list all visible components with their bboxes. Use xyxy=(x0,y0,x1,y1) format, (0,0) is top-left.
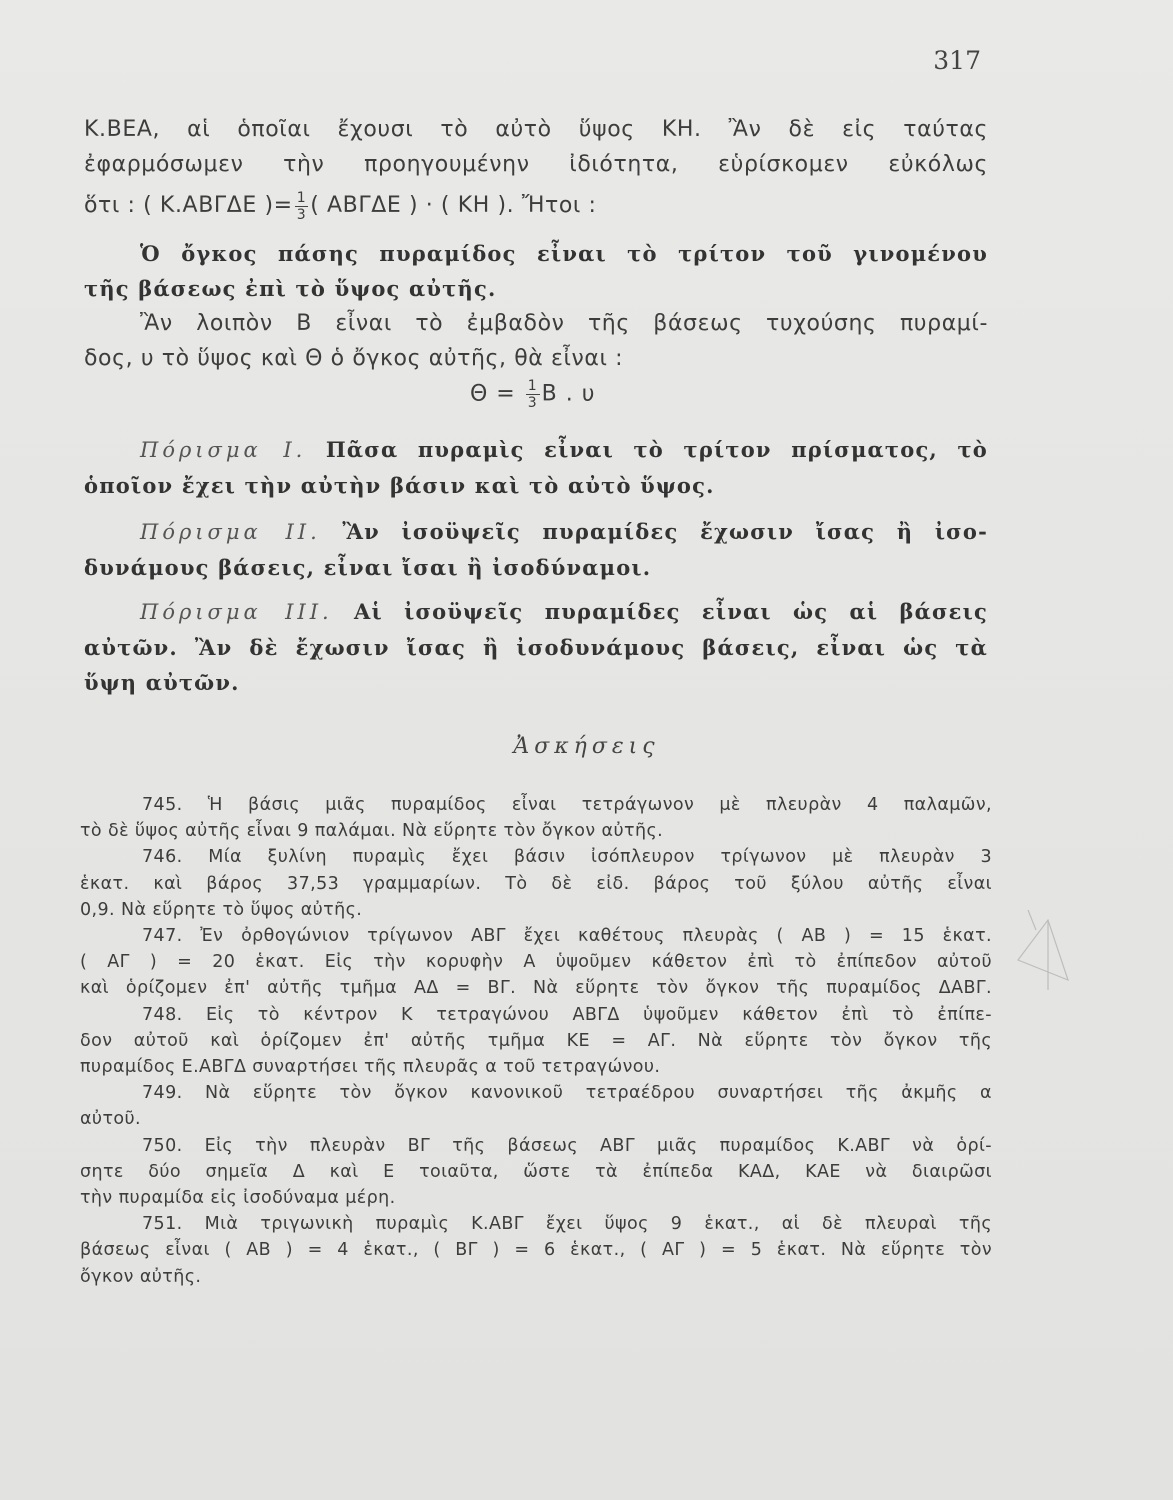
porisma-line xyxy=(84,594,988,630)
exercise-line: 747. Ἐν ὀρθογώνιον τρίγωνον ΑΒΓ ἔχει καθέτους πλευρὰς ( ΑΒ ) = 15 ἑκατ. xyxy=(142,926,992,947)
exercise-line: 0,9. Νὰ εὕρητε τὸ ὕψος αὐτῆς. xyxy=(80,899,363,920)
theorem-statement xyxy=(84,236,988,306)
exercise-line: 749. Νὰ εὕρητε τὸν ὄγκον κανονικοῦ τετραέδρου συναρτήσει τῆς ἀκμῆς α xyxy=(142,1083,992,1104)
formula-lhs: Θ = xyxy=(470,381,516,407)
equation-prefix: ὅτι : ( Κ.ΑΒΓΔΕ )= xyxy=(84,193,293,218)
text-line: δος, υ τὸ ὕψος καὶ Θ ὁ ὄγκος αὐτῆς, θὰ εἶναι : xyxy=(84,346,624,371)
text-line: ἐφαρμόσωμεν τὴν προηγουμένην ἰδιότητα, εὑρίσκομεν εὐκόλως xyxy=(84,152,988,177)
exercise-line: δον αὐτοῦ καὶ ὁρίζομεν ἐπ' αὐτῆς τμῆμα ΚΕ = ΑΓ. Νὰ εὕρητε τὸν ὄγκον τῆς xyxy=(80,1030,992,1051)
exercise-line: ἑκατ. καὶ βάρος 37,53 γραμμαρίων. Τὸ δὲ εἰδ. βάρος τοῦ ξύλου αὐτῆς εἶναι xyxy=(80,873,992,894)
fraction-one-third xyxy=(295,190,309,223)
porisma-text: Πᾶσα πυραμὶς εἶναι τὸ τρίτον πρίσματος, τὸ xyxy=(325,437,988,462)
porisma-1 xyxy=(84,432,988,503)
theorem-line: τῆς βάσεως ἐπὶ τὸ ὕψος αὐτῆς. xyxy=(84,276,497,301)
text-line: Κ.ΒΕΑ, αἱ ὁποῖαι ἔχουσι τὸ αὐτὸ ὕψος ΚΗ. Ἂν δὲ εἰς ταύτας xyxy=(84,117,988,142)
porisma-line xyxy=(84,432,988,468)
exercise-line: καὶ ὁρίζομεν ἐπ' αὐτῆς τμῆμα ΑΔ = ΒΓ. Νὰ εὕρητε τὸν ὄγκον τῆς πυραμίδος ΔΑΒΓ. xyxy=(80,978,992,999)
fraction-one-third xyxy=(526,378,540,411)
fraction-numerator: 1 xyxy=(527,378,538,394)
intro-paragraph xyxy=(84,112,988,223)
fraction-denominator: 3 xyxy=(527,395,538,411)
exercise-line: ὄγκον αὐτῆς. xyxy=(80,1266,202,1287)
exercise-line: τὸ δὲ ὕψος αὐτῆς εἶναι 9 παλάμαι. Νὰ εὕρητε τὸν ὄγκον αὐτῆς. xyxy=(80,821,664,842)
exercises-list xyxy=(80,792,992,1290)
theorem-line: Ὁ ὄγκος πάσης πυραμίδος εἶναι τὸ τρίτον τοῦ γινομένου xyxy=(140,241,988,266)
text-line: Ἂν λοιπὸν Β εἶναι τὸ ἐμβαδὸν τῆς βάσεως τυχούσης πυραμί- xyxy=(140,311,988,336)
exercise-line: 746. Μία ξυλίνη πυραμὶς ἔχει βάσιν ἰσόπλευρον τρίγωνον μὲ πλευρὰν 3 xyxy=(142,847,992,868)
exercise-line: ( ΑΓ ) = 20 ἑκατ. Εἰς τὴν κορυφὴν Α ὑψοῦμεν κάθετον ἐπὶ τὸ ἐπίπεδον αὐτοῦ xyxy=(80,952,992,973)
exercise-line: σητε δύο σημεῖα Δ καὶ Ε τοιαῦτα, ὥστε τὰ ἐπίπεδα ΚΑΔ, ΚΑΕ νὰ διαιρῶσι xyxy=(80,1161,992,1182)
porisma-3 xyxy=(84,594,988,700)
porisma-line: ὕψη αὐτῶν. xyxy=(84,670,240,695)
porisma-label: Πόρισμα Ι. xyxy=(140,438,307,462)
equation-suffix: ( ΑΒΓΔΕ ) · ( ΚΗ ). Ἤτοι : xyxy=(310,193,597,218)
page-number: 317 xyxy=(933,46,981,75)
porisma-line: αὐτῶν. Ἂν δὲ ἔχωσιν ἴσας ἢ ἰσοδυνάμους βάσεις, εἶναι ὡς τὰ xyxy=(84,635,988,660)
exercise-749 xyxy=(80,1080,992,1132)
volume-equation-line xyxy=(84,188,988,223)
exercise-line: 748. Εἰς τὸ κέντρον Κ τετραγώνου ΑΒΓΔ ὑψοῦμεν κάθετον ἐπὶ τὸ ἐπίπε- xyxy=(142,1004,992,1025)
exercise-line: πυραμίδος Ε.ΑΒΓΔ συναρτήσει τῆς πλευρᾶς α τοῦ τετραγώνου. xyxy=(80,1057,661,1078)
exercise-746 xyxy=(80,844,992,923)
volume-formula xyxy=(470,378,595,411)
exercise-line: αὐτοῦ. xyxy=(80,1109,141,1130)
fraction-numerator: 1 xyxy=(296,189,307,206)
porisma-label: Πόρισμα ΙΙΙ. xyxy=(140,600,333,624)
fraction-denominator: 3 xyxy=(296,206,307,223)
porisma-line xyxy=(84,514,988,550)
exercise-line: τὴν πυραμίδα εἰς ἰσοδύναμα μέρη. xyxy=(80,1188,396,1209)
exercises-heading: Ἀσκήσεις xyxy=(513,734,660,759)
porisma-label: Πόρισμα ΙΙ. xyxy=(140,520,321,544)
notation-paragraph xyxy=(84,306,988,376)
exercise-line: 751. Μιὰ τριγωνικὴ πυραμὶς Κ.ΑΒΓ ἔχει ὕψος 9 ἑκατ., αἱ δὲ πλευραὶ τῆς xyxy=(142,1214,992,1235)
exercise-750 xyxy=(80,1133,992,1212)
exercise-745 xyxy=(80,792,992,844)
porisma-line: ὁποῖον ἔχει τὴν αὐτὴν βάσιν καὶ τὸ αὐτὸ ὕψος. xyxy=(84,473,715,498)
margin-sketch xyxy=(1008,900,1088,1020)
formula-rhs: Β . υ xyxy=(541,381,596,407)
exercise-line: 750. Εἰς τὴν πλευρὰν ΒΓ τῆς βάσεως ΑΒΓ μιᾶς πυραμίδος Κ.ΑΒΓ νὰ ὁρί- xyxy=(142,1135,992,1156)
exercise-748 xyxy=(80,1002,992,1081)
porisma-2 xyxy=(84,514,988,585)
exercise-751 xyxy=(80,1211,992,1290)
exercise-line: 745. Ἡ βάσις μιᾶς πυραμίδος εἶναι τετράγωνον μὲ πλευρὰν 4 παλαμῶν, xyxy=(142,795,992,815)
porisma-line: δυνάμους βάσεις, εἶναι ἴσαι ἢ ἰσοδύναμοι. xyxy=(84,555,652,580)
exercise-747 xyxy=(80,923,992,1002)
porisma-text: Αἱ ἰσοϋψεῖς πυραμίδες εἶναι ὡς αἱ βάσεις xyxy=(353,599,988,624)
porisma-text: Ἂν ἰσοϋψεῖς πυραμίδες ἔχωσιν ἴσας ἢ ἰσο- xyxy=(342,519,988,544)
exercise-line: βάσεως εἶναι ( ΑΒ ) = 4 ἑκατ., ( ΒΓ ) = 6 ἑκατ., ( ΑΓ ) = 5 ἑκατ. Νὰ εὕρητε τὸν xyxy=(80,1240,992,1261)
